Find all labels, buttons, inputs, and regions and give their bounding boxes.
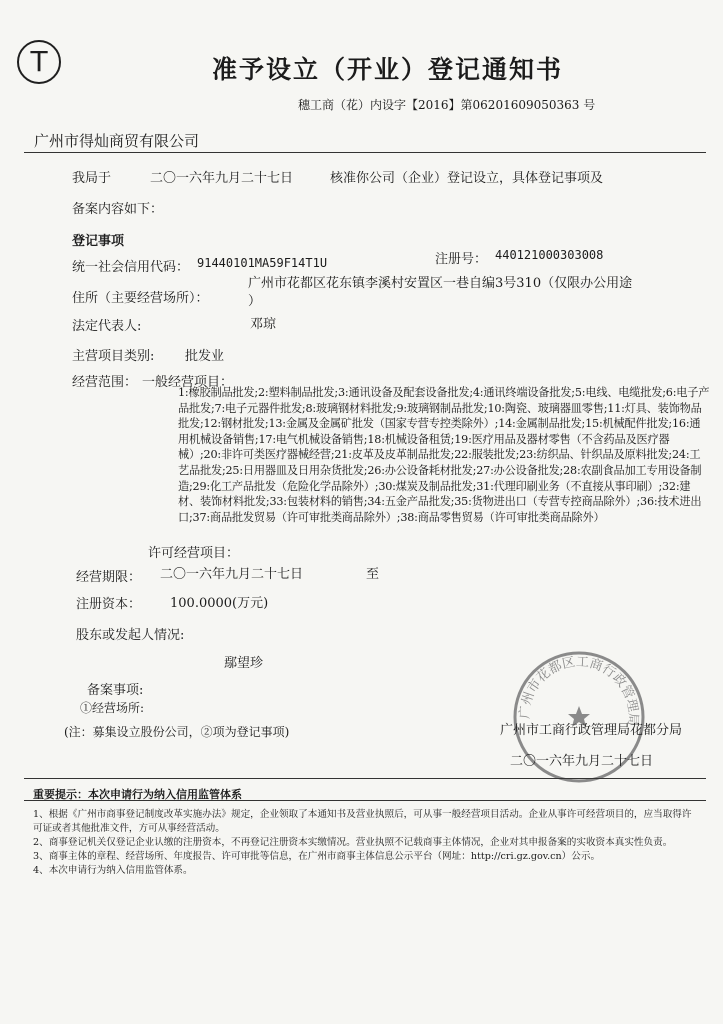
section-title: 登记事项 [72, 234, 125, 249]
licensed-label: 许可经营项目： [148, 546, 240, 561]
reg-no-label: 注册号： [435, 252, 488, 267]
company-name: 广州市得灿商贸有限公司 [34, 132, 200, 150]
term-to: 至 [366, 567, 380, 582]
notice-divider [24, 778, 706, 779]
filing-note: (注：募集设立股份公司，②项为登记事项) [64, 725, 290, 739]
authority-date: 二〇一六年九月二十七日 [510, 754, 654, 769]
term-label: 经营期限： [76, 570, 142, 585]
shareholder: 鄢望珍 [224, 656, 264, 671]
legal-rep-label: 法定代表人: [72, 319, 142, 334]
legal-rep: 邓琼 [250, 317, 277, 332]
notice-divider-2 [24, 800, 706, 801]
document-title: 准予设立（开业）登记通知书 [212, 55, 564, 84]
term-start: 二〇一六年九月二十七日 [160, 567, 304, 582]
intro-text: 核准你公司（企业）登记设立，具体登记事项及 [330, 171, 604, 186]
notice-item: 1、根据《广州市商事登记制度改革实施办法》规定，企业领取了本通知书及营业执照后，可从事一般经营项目活动。企业从事许可经营项目的，应当取得许可证或者其他批准文件，方可从事经营活动。 [33, 809, 692, 834]
shareholders-label: 股东或发起人情况: [76, 628, 185, 643]
filing-label: 备案事项: [87, 683, 144, 698]
t-mark-icon: T [17, 40, 61, 84]
document-number: 穗工商（花）内设字【2016】第06201609050363 号 [298, 98, 596, 112]
notice-item: 2、商事登记机关仅登记企业认缴的注册资本，不再登记注册资本实缴情况。营业执照不记载商事主体情况，企业对其申报备案的实收资本真实性负责。 [33, 837, 673, 848]
credit-code: 91440101MA59F14T1U [197, 256, 328, 270]
notice-item: 4、本次申请行为纳入信用监管体系。 [33, 865, 193, 876]
general-label: 一般经营项目： [142, 375, 234, 390]
address-line2: ） [248, 294, 262, 309]
seal-text: 广州市花都区工商行政管理局 [517, 654, 641, 727]
notice-list [33, 808, 693, 878]
divider-line [24, 152, 706, 153]
filing-item1: ①经营场所: [80, 701, 145, 715]
notice-item: 3、商事主体的章程、经营场所、年度报告、许可审批等信息，在广州市商事主体信息公示平台（网址：http://cri.gz.gov.cn）公示。 [33, 851, 601, 862]
address-line1: 广州市花都区花东镇李溪村安置区一巷自编3号310（仅限办公用途 [248, 276, 633, 291]
capital-label: 注册资本： [76, 597, 142, 612]
credit-code-label: 统一社会信用代码： [72, 260, 190, 275]
authority-name: 广州市工商行政管理局花都分局 [500, 723, 683, 738]
notice-title: 重要提示：本次申请行为纳入信用监管体系 [33, 788, 242, 801]
intro-date: 二〇一六年九月二十七日 [150, 171, 294, 186]
general-items: 1:橡胶制品批发;2:塑料制品批发;3:通讯设备及配套设备批发;4:通讯终端设备批发;5:电线、电缆批发;6:电子产品批发;7:电子元器件批发;8:玻璃钢材料批发;9:玻璃钢制品批发;10:陶瓷、玻璃器皿零售;11:灯具、装饰物品批发;12:钢材批发;13:金属及金属矿批发（国家专营专控类除外）;14:金属制品批发;15:机械配件批发;16:通用机械设备销售;17:电气机械设备销售;18:机械设备租赁;19:医疗用品及器材零售（不含药品及医疗器械）;20:非许可类医疗器械经营;21:皮革及皮革制品批发;22:服装批发;23:纺织品、针织品及原料批发;24:工艺品批发;25:日用器皿及日用杂货批发;26:办公设备耗材批发;27:办公设备批发;28:农副食品加工专用设备制造;29:化工产品批发（危险化学品除外）;30:煤炭及制品批发;31:代理印刷业务（不直接从事印刷）;32:建材、装饰材料批发;33:包装材料的销售;34:五金产品批发;35:货物进出口（专营专控商品除外）;36:技术进出口;37:商品批发贸易（许可审批类商品除外）;38:商品零售贸易（许可审批类商品除外） [178, 386, 710, 524]
main-category-label: 主营项目类别: [72, 349, 155, 364]
intro-text2: 备案内容如下： [72, 202, 164, 217]
reg-no: 440121000303008 [495, 248, 604, 262]
intro-prefix: 我局于 [72, 171, 112, 186]
main-category: 批发业 [185, 349, 225, 364]
capital: 100.0000(万元) [170, 596, 269, 611]
scope-label: 经营范围： [72, 375, 138, 390]
address-label: 住所（主要经营场所）： [72, 291, 209, 306]
